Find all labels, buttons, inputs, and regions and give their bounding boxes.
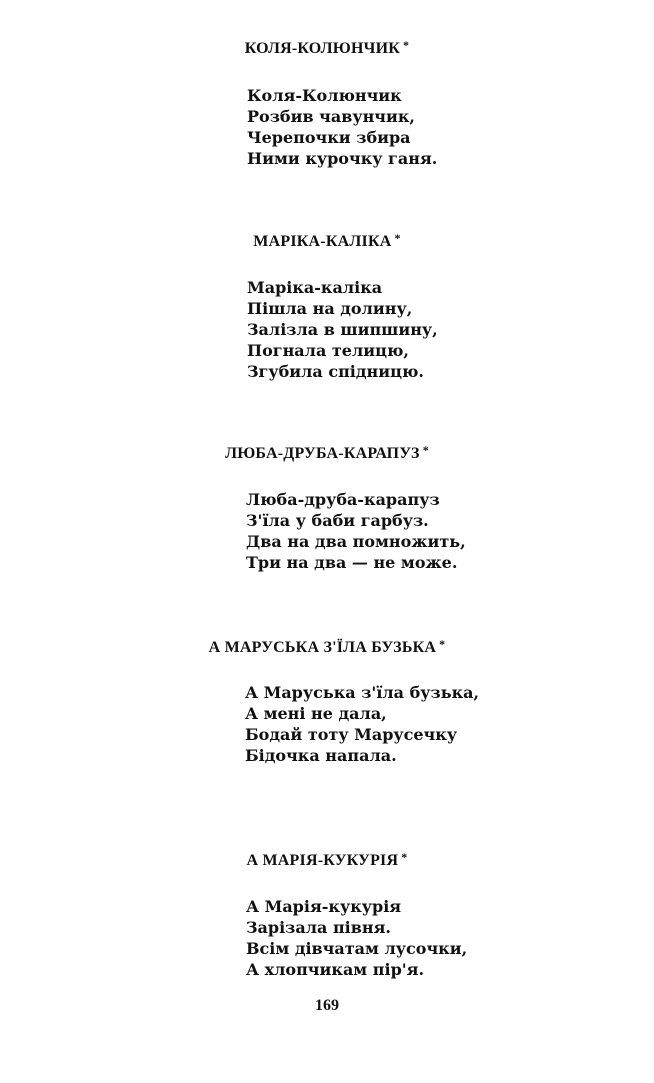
page-number: 169 (315, 997, 339, 1014)
poem-stanza (245, 682, 479, 766)
poem-title-text: КОЛЯ-КОЛЮНЧИК (244, 40, 401, 57)
poem-title-text: А МАРУСЬКА З'ЇЛА БУЗЬКА (208, 639, 437, 656)
poem-line: Два на два помножить, (246, 532, 466, 551)
poem-line: А Маруська з'їла бузька, (245, 683, 480, 702)
poem-stanza (246, 896, 467, 980)
poem-title-text: МАРІКА-КАЛІКА (253, 233, 392, 250)
poem-title (0, 38, 654, 58)
poem-line: Черепочки збира (247, 128, 411, 147)
poem-title-text: ЛЮБА-ДРУБА-КАРАПУЗ (225, 445, 420, 462)
poem-line: Залізла в шипшину, (247, 320, 438, 339)
poem-line: Три на два — не може. (246, 553, 458, 572)
footnote-mark: * (401, 850, 408, 864)
poem-line: Погнала телицю, (247, 341, 409, 360)
poem-line: Люба-друба-карапуз (246, 490, 440, 509)
poem-title (0, 231, 654, 251)
poem-line: А Марія-кукурія (246, 897, 402, 916)
poem-line: А хлопчикам пір'я. (246, 960, 425, 979)
poem-line: А мені не дала, (245, 704, 387, 723)
poem-title (0, 850, 654, 870)
poem-line: Зарізала півня. (246, 918, 391, 937)
poem-line: Всім дівчатам лусочки, (246, 939, 468, 958)
poem-line: Розбив чавунчик, (247, 107, 415, 126)
poem-stanza (247, 277, 438, 382)
poem-line: Коля-Колюнчик (247, 86, 402, 105)
poem-line: Бодай тоту Марусечку (245, 725, 458, 744)
poem-line: Згубила спідницю. (247, 362, 424, 381)
poem-title (0, 637, 654, 657)
poem-line: З'їла у баби гарбуз. (246, 511, 429, 530)
footnote-mark: * (422, 443, 429, 457)
poem-stanza (246, 489, 466, 573)
footnote-mark: * (403, 38, 410, 52)
footnote-mark: * (394, 231, 401, 245)
poem-line: Ними курочку ганя. (247, 149, 438, 168)
poem-stanza (247, 85, 437, 169)
poem-line: Пішла на долину, (247, 299, 413, 318)
poem-title (0, 443, 654, 463)
footnote-mark: * (439, 637, 446, 651)
poem-line: Бідочка напала. (245, 746, 397, 765)
poem-title-text: А МАРІЯ-КУКУРІЯ (246, 852, 399, 869)
poem-line: Маріка-каліка (247, 278, 383, 297)
